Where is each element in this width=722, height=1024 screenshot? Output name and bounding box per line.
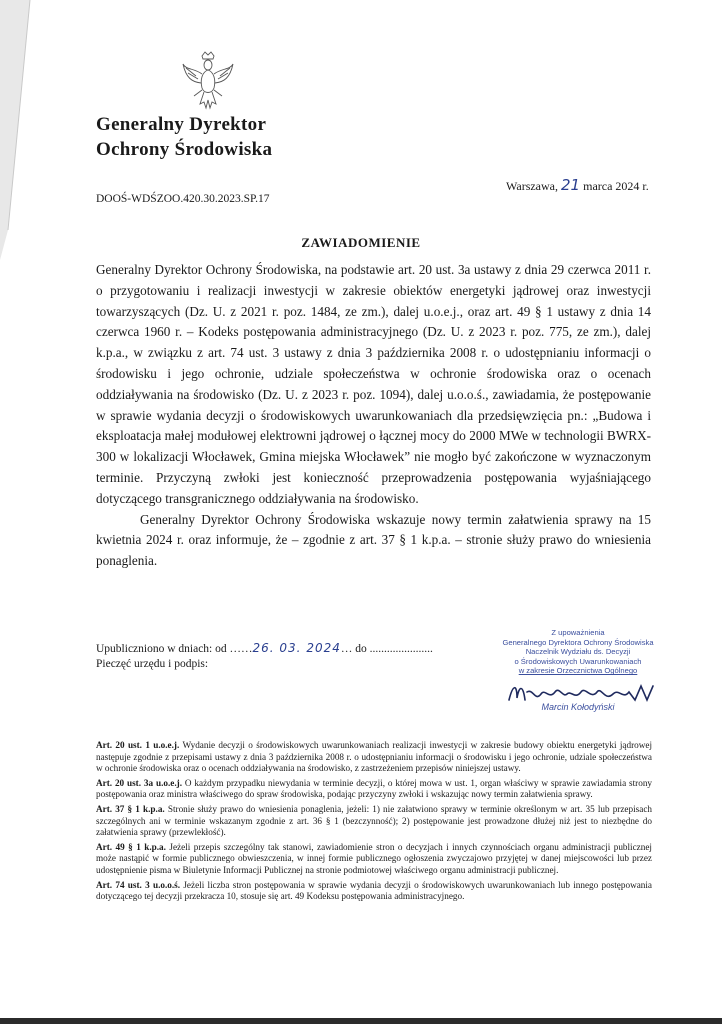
month-year: marca 2024 r.: [583, 179, 649, 193]
signer-name: Marcin Kołodyński: [541, 702, 615, 712]
handwritten-day: 21: [561, 176, 581, 194]
body-paragraph-1: Generalny Dyrektor Ochrony Środowiska, na podstawie art. 20 ust. 3a ustawy z dnia 29 czerwca 2011 r. o przygotowaniu i realizacji inwestycji w zakresie obiektów energetyki jądrowej oraz inwestycji towarzyszących (Dz. U. z 2021 r. poz. 1484, ze zm.), dalej u.o.e.j., oraz art. 49 § 1 ustawy z dnia 14 czerwca 1960 r. – Kodeks postępowania administracyjnego (Dz. U. z 2023 r. poz. 775, ze zm.), dalej k.p.a., w związku z art. 74 ust. 3 ustawy z dnia 3 października 2008 r. o udostępnianiu informacji o środowisku i jego ochronie, udziale społeczeństwa w ochronie środowiska oraz o ocenach oddziaływania na środowisko (Dz. U. z 2023 r. poz. 1094), dalej u.o.o.ś., zawiadamia, że postępowanie w sprawie wydania decyzji o środowiskowych uwarunkowaniach dla przedsięwzięcia pn.: „Budowa i eksploatacja małej modułowej elektrowni jądrowej o łącznej mocy do 2000 MWe w technologii BWRX-300 w lokalizacji Włocławek, Gmina miejska Włocławek” nie mogło być zakończone w wyznaczonym terminie. Przyczyną zwłoki jest konieczność przeprowadzenia postępowania wyjaśniającego dotyczącego transgranicznego oddziaływania na środowisko.: [96, 262, 651, 506]
publication-from-date: 26. 03. 2024: [252, 641, 341, 655]
polish-eagle-emblem: [180, 50, 236, 112]
authorization-line-4: o Środowiskowych Uwarunkowaniach: [514, 656, 642, 666]
legal-note: [96, 804, 652, 839]
publication-label: Upubliczniono w dniach: od: [96, 643, 227, 655]
notice-body: [96, 260, 651, 572]
legal-note-text: Wydanie decyzji o środowiskowych uwarunkowaniach realizacji inwestycji w zakresie budowy obiektu energetyki jądrowej następuje zgodnie z przepisami ustawy z dnia 3 października 2008 r. o udostępnianiu informacji o środowisku i jego ochronie, udziale społeczeństwa w ochronie środowiska oraz o ocenach oddziaływania na środowisko, z zastrzeżeniem przepisów niniejszej ustawy.: [96, 740, 652, 774]
legal-note: [96, 778, 652, 801]
legal-note-text: Stronie służy prawo do wniesienia ponaglenia, jeżeli: 1) nie załatwiono sprawy w terminie określonym w art. 35 lub przepisach szczególnych ani w terminie wskazanym zgodnie z art. 36 § 1 (bezczynność); 2) postępowanie jest prowadzone dłużej niż jest to niezbędne do załatwienia sprawy (przewlekłość).: [96, 803, 652, 838]
legal-note-text: Jeżeli przepis szczególny tak stanowi, zawiadomienie stron o decyzjach i innych czynnościach organu administracji publicznej może nastąpić w formie publicznego obwieszczenia, w innej formie publicznego ogłoszenia zwyczajowo przyjętej w danej miejscowości lub przez udostępnienie pisma w Biuletynie Informacji Publicznej na stronie podmiotowej właściwego organu administracji publicznej.: [96, 841, 652, 875]
issuer-name: [96, 112, 272, 162]
place: Warszawa,: [506, 179, 559, 193]
legal-note: [96, 740, 652, 775]
legal-note-text: Jeżeli liczba stron postępowania w sprawie wydania decyzji o środowiskowych uwarunkowaniach lub innego postępowania dotyczącego tej decyzji przekracza 10, stosuje się art. 49 Kodeksu postępowania administracyjnego.: [96, 879, 653, 902]
legal-note-ref: Art. 20 ust. 3a u.o.e.j.: [96, 777, 183, 788]
publication-to-label: do: [355, 643, 367, 655]
legal-note-ref: Art. 37 § 1 k.p.a.: [96, 803, 165, 814]
legal-note: [96, 842, 652, 877]
document-title: ZAWIADOMIENIE: [301, 235, 421, 250]
case-reference-number: DOOŚ-WDŚZOO.420.30.2023.SP.17: [96, 193, 270, 205]
stamp-and-signature-label: Pieczęć urzędu i podpis:: [96, 658, 209, 670]
issuer-name-line1: Generalny Dyrektor: [96, 114, 267, 135]
legal-note-text: O każdym przypadku niewydania w terminie decyzji, o której mowa w ust. 1, organ właściwy w sprawie zawiadamia strony postępowania oraz ministra właściwego do spraw środowiska, podając przyczyny zwłoki i wskazując nowy termin załatwienia sprawy.: [96, 777, 653, 800]
place-and-date: [506, 176, 649, 194]
legal-note-ref: Art. 20 ust. 1 u.o.e.j.: [96, 740, 180, 750]
publication-to-blank: ......................: [369, 643, 433, 655]
publication-dates: Upubliczniono w dniach: od ……26. 03. 2024… do ......................: [96, 641, 433, 655]
issuer-name-line2: Ochrony Środowiska: [96, 139, 273, 160]
body-paragraph-2: Generalny Dyrektor Ochrony Środowiska wskazuje nowy termin załatwienia sprawy na 15 kwietnia 2024 r. oraz informuje, że – zgodnie z art. 37 § 1 k.p.a. – stronie służy prawo do wniesienia ponaglenia.: [96, 511, 651, 569]
scan-edge-shadow: [0, 0, 40, 260]
authorization-line-5: w zakresie Orzecznictwa Ogólnego: [518, 666, 638, 676]
authorization-stamp: [478, 628, 678, 676]
legal-provisions: [96, 740, 652, 906]
authorization-line-3: Naczelnik Wydziału ds. Decyzji: [525, 647, 631, 657]
authorization-line-1: Z upoważnienia: [551, 628, 605, 637]
legal-note-ref: Art. 74 ust. 3 u.o.o.ś.: [96, 879, 181, 890]
legal-note: [96, 880, 652, 903]
scan-edge-bottom: [0, 1018, 722, 1024]
authorization-line-2: Generalnego Dyrektora Ochrony Środowiska: [502, 637, 654, 647]
legal-note-ref: Art. 49 § 1 k.p.a.: [96, 841, 166, 852]
